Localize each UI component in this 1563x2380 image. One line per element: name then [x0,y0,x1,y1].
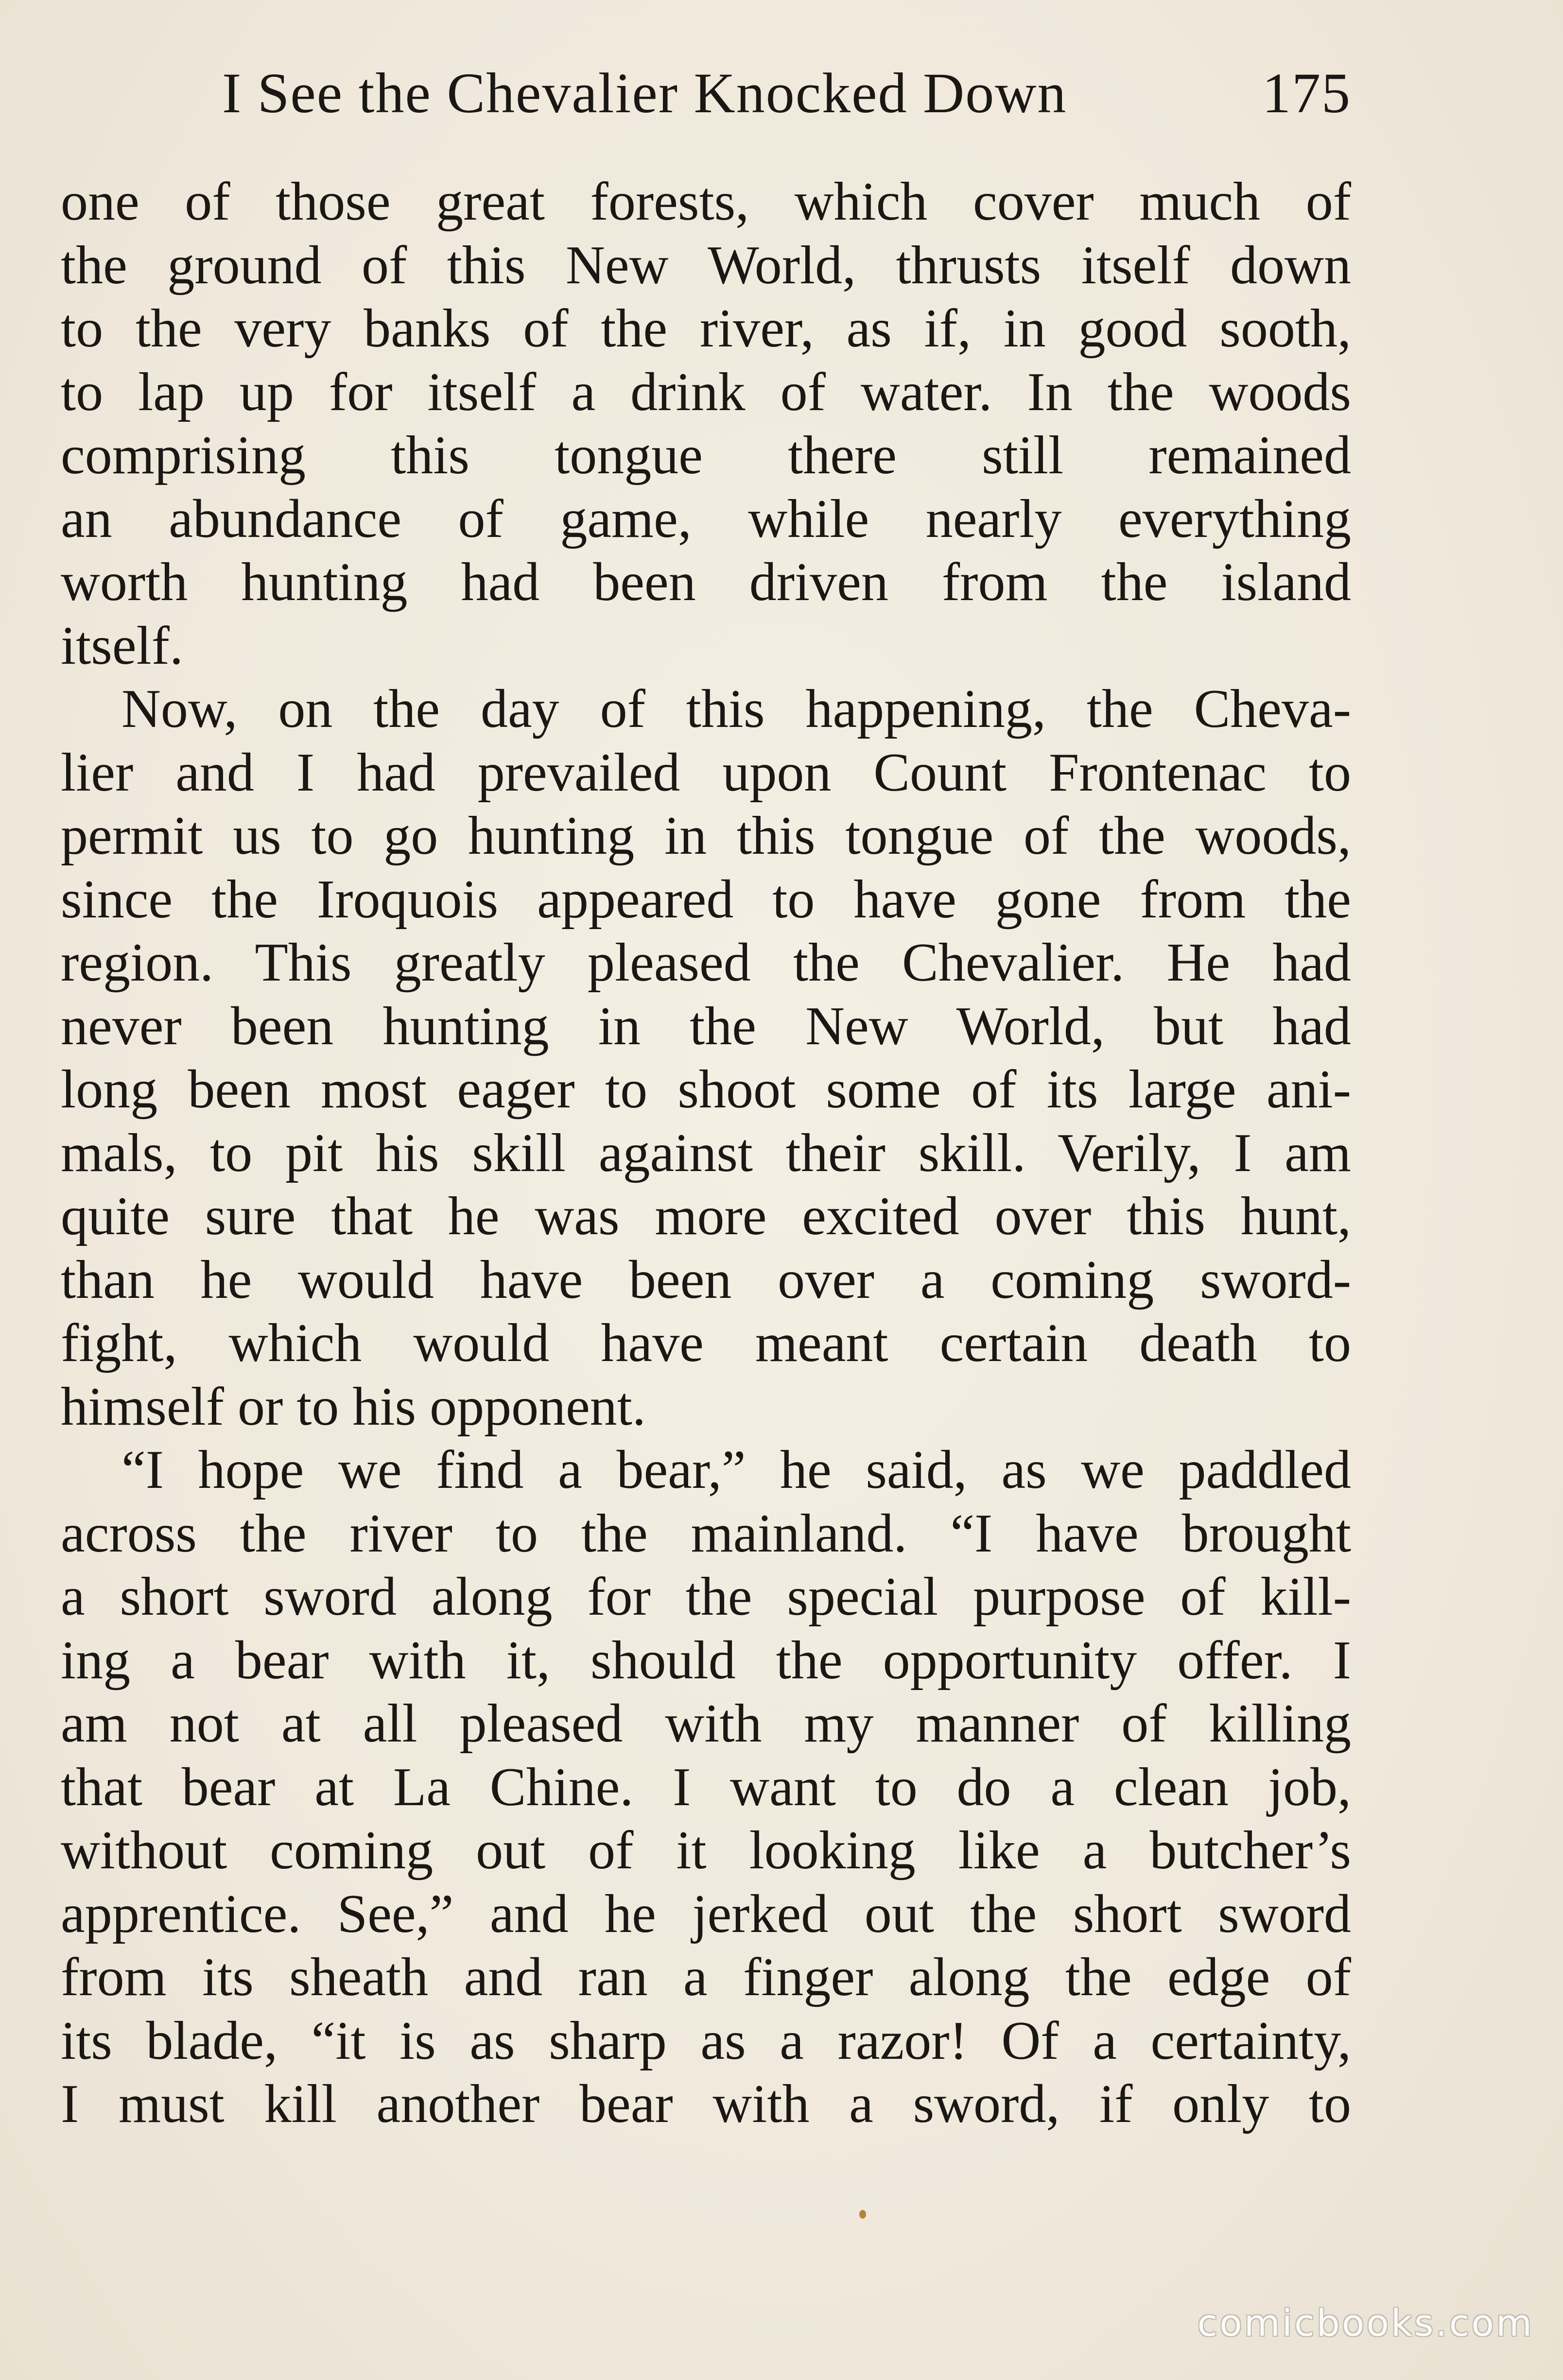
text-line: I must kill another bear with a sword, if only to [61,2074,1351,2134]
paragraph-start-line: Now, on the day of this happening, the Cheva- [122,679,1351,739]
text-line: apprentice. See,” and he jerked out the short sword [61,1883,1351,1944]
text-line: since the Iroquois appeared to have gone from the [61,869,1351,930]
text-line: never been hunting in the New World, but had [61,996,1351,1056]
text-line: am not at all pleased with my manner of killing [61,1693,1351,1754]
text-line: without coming out of it looking like a butcher’s [61,1820,1351,1880]
text-line: lier and I had prevailed upon Count Frontenac to [61,742,1351,803]
text-line: worth hunting had been driven from the island [61,552,1351,612]
text-line: quite sure that he was more excited over this hunt, [61,1186,1351,1246]
text-line: than he would have been over a coming sword- [61,1249,1351,1310]
text-line: from its sheath and ran a finger along the edge of [61,1947,1351,2007]
site-watermark: comicbooks.com [1197,2301,1534,2345]
page-number: 175 [1262,61,1351,125]
text-line: across the river to the mainland. “I have brought [61,1503,1351,1564]
ink-dot-ornament [859,2210,866,2219]
text-line: mals, to pit his skill against their skill. Verily, I am [61,1122,1351,1183]
running-head [61,54,1351,132]
text-line: itself. [61,615,183,676]
text-line: an abundance of game, while nearly everything [61,488,1351,549]
text-line: permit us to go hunting in this tongue of the woods, [61,806,1351,866]
text-line: comprising this tongue there still remained [61,425,1351,485]
text-line: to the very banks of the river, as if, in good sooth, [61,298,1351,359]
text-line: fight, which would have meant certain death to [61,1313,1351,1373]
chapter-title: I See the Chevalier Knocked Down [222,61,1067,125]
text-line: himself or to his opponent. [61,1376,646,1437]
text-line: region. This greatly pleased the Chevalier. He had [61,932,1351,993]
text-line: one of those great forests, which cover much of [61,172,1351,232]
text-line: the ground of this New World, thrusts itself down [61,235,1351,295]
body-text [61,170,1351,2136]
text-line: its blade, “it is as sharp as a razor! Of a certainty, [61,2010,1351,2071]
text-line: to lap up for itself a drink of water. In the woods [61,362,1351,422]
text-line: a short sword along for the special purpose of kill- [61,1567,1351,1627]
text-line: long been most eager to shoot some of its large ani- [61,1059,1351,1120]
text-line: ing a bear with it, should the opportunity offer. I [61,1630,1351,1690]
text-line: that bear at La Chine. I want to do a clean job, [61,1757,1351,1817]
paragraph-start-line: “I hope we find a bear,” he said, as we paddled [122,1440,1351,1500]
